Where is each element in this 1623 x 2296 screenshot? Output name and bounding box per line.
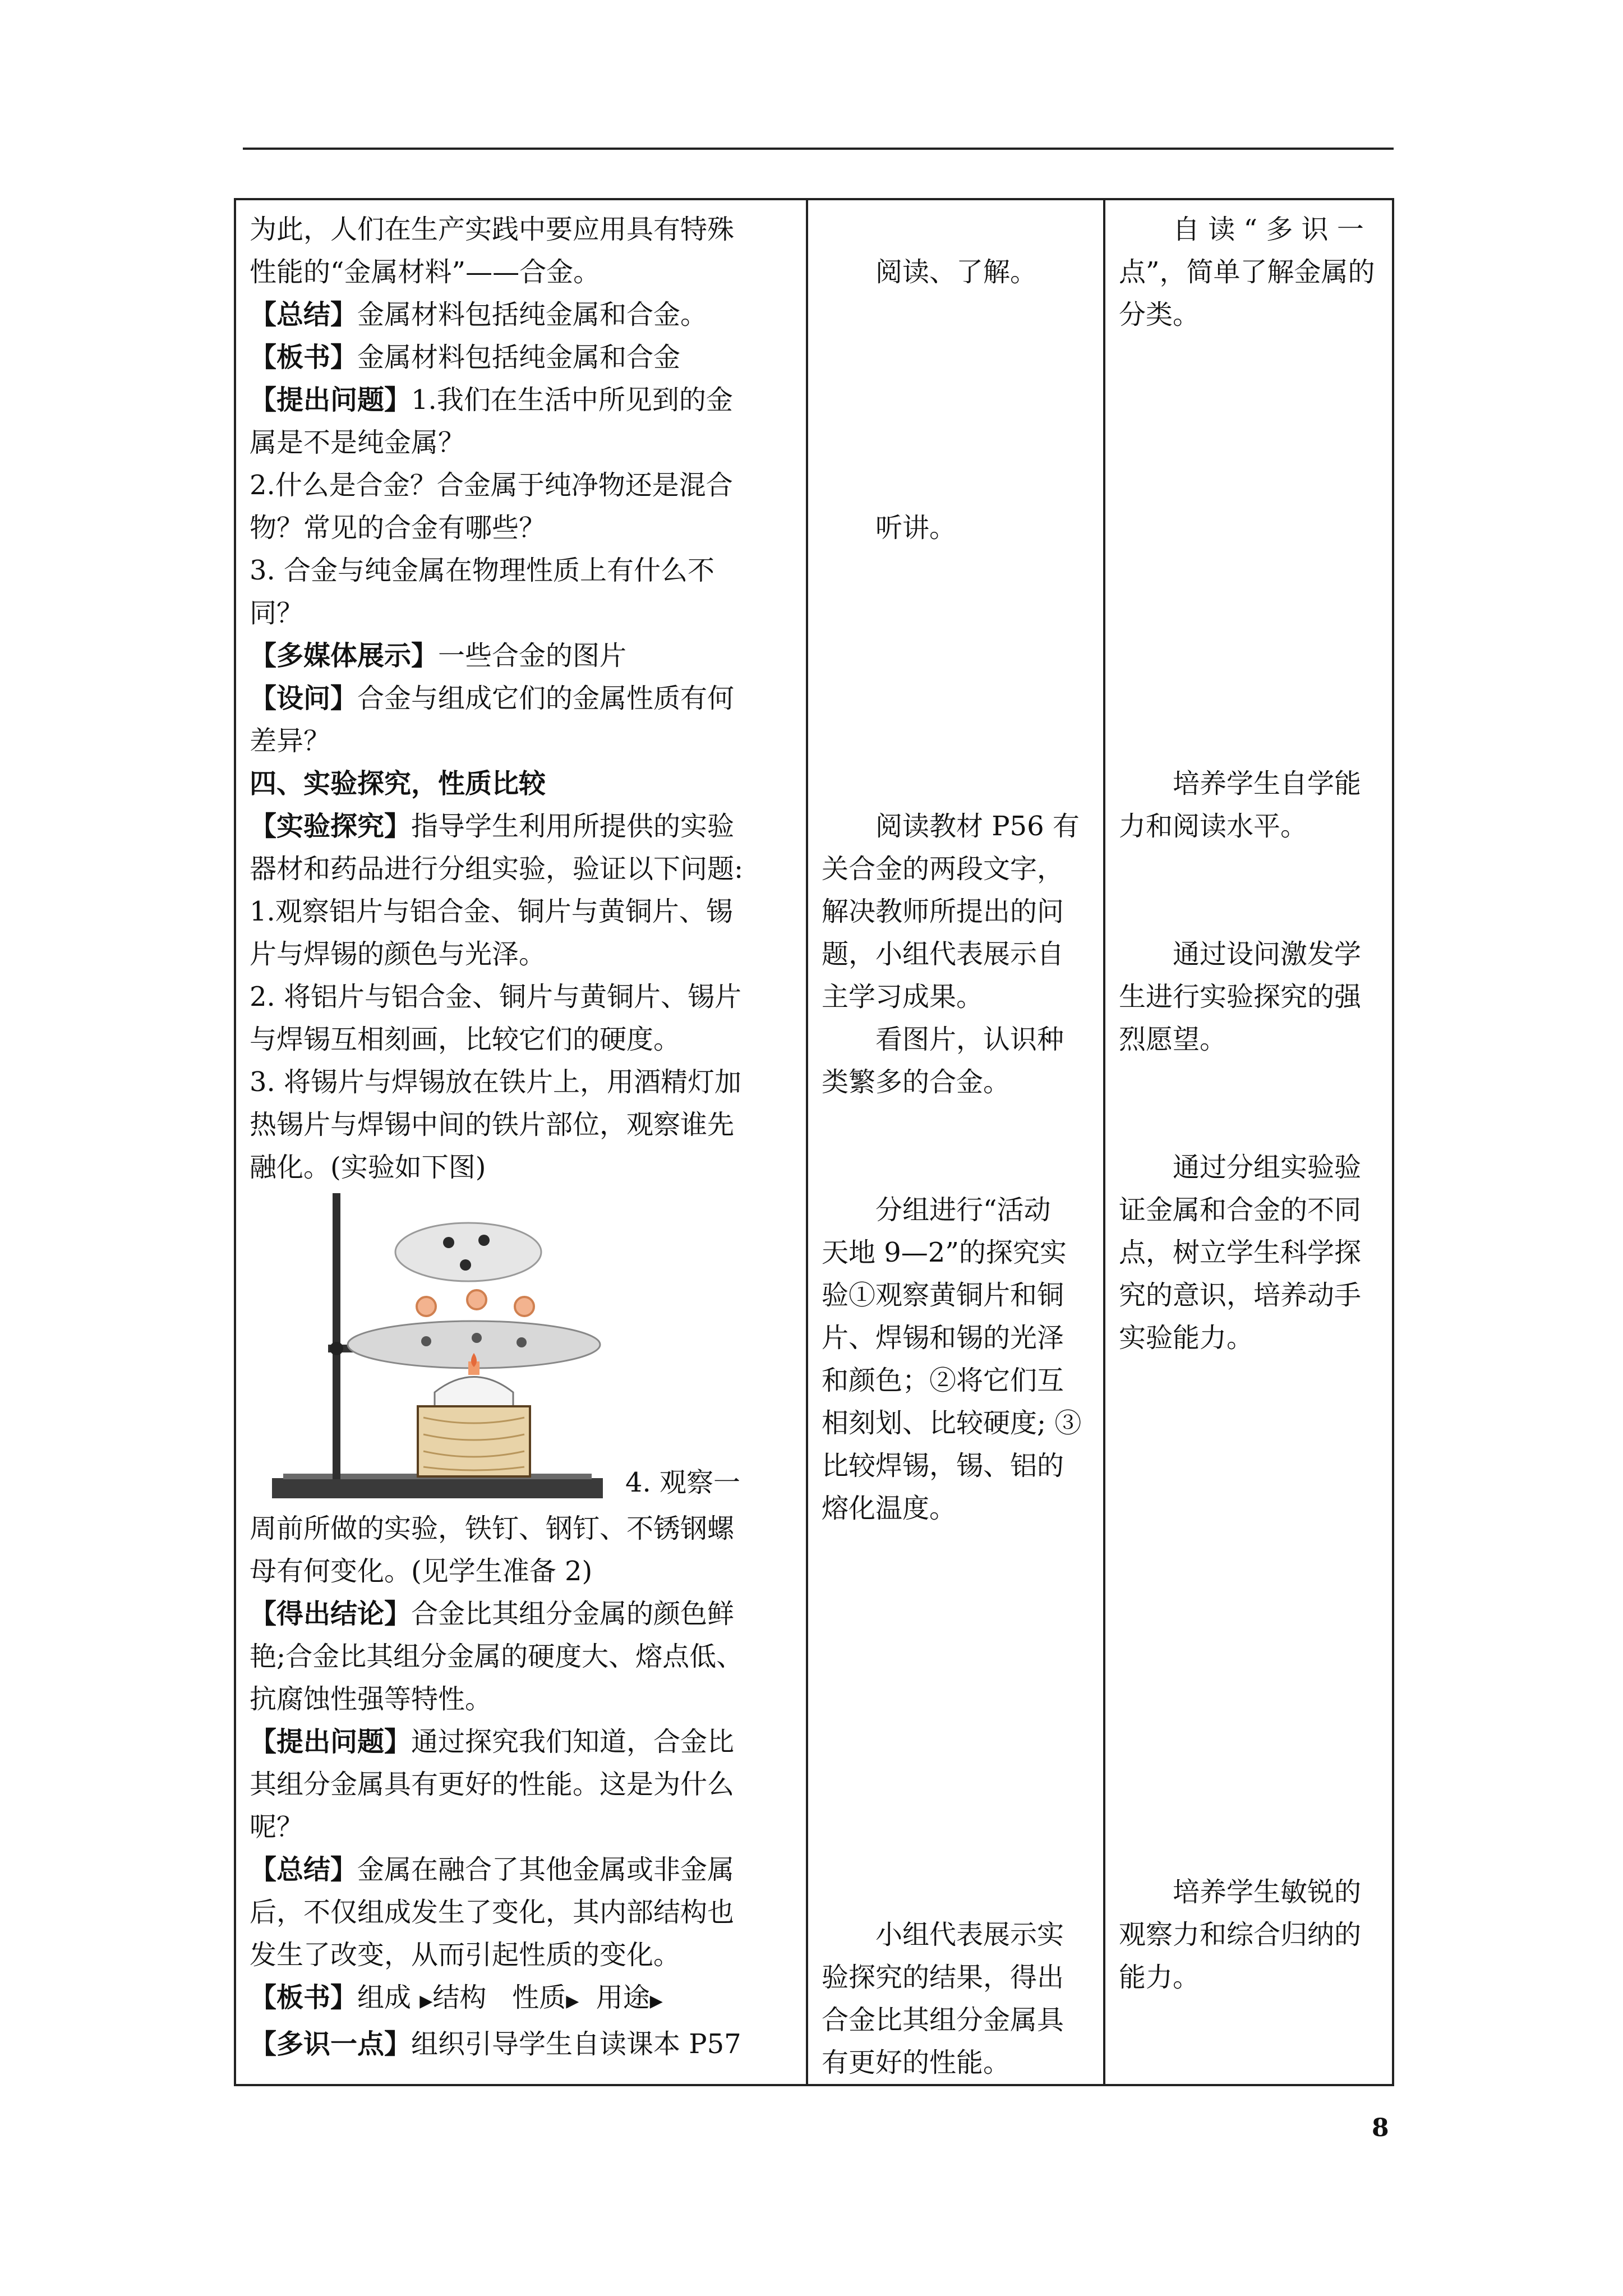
page-number: 8 bbox=[1372, 2114, 1389, 2142]
experiment-line: 【实验探究】指导学生利用所提供的实验 bbox=[250, 811, 735, 842]
text-line: 验①观察黄铜片和铜 bbox=[822, 1280, 1064, 1311]
text-line: 抗腐蚀性强等特性。 bbox=[250, 1683, 492, 1715]
experiment-figure bbox=[250, 1193, 792, 1507]
text-line: 点”，简单了解金属的 bbox=[1119, 256, 1375, 288]
text-line: 天地 9—2”的探究实 bbox=[822, 1237, 1067, 1268]
design-intent-cell bbox=[1104, 199, 1393, 2085]
text-line: 后，不仅组成发生了变化，其内部结构也 bbox=[250, 1897, 735, 1928]
text-line: 融化。(实验如下图) bbox=[250, 1152, 486, 1183]
text-line: 能力。 bbox=[1119, 1962, 1200, 1993]
text-line: 实验能力。 bbox=[1119, 1322, 1254, 1354]
text-line: 通过分组实验验 bbox=[1173, 1152, 1362, 1183]
text-line: 类繁多的合金。 bbox=[822, 1066, 1011, 1098]
header-rule bbox=[243, 148, 1394, 150]
text-line: 性能的“金属材料”——合金。 bbox=[250, 256, 601, 288]
text-line: 与焊锡互相刻画，比较它们的硬度。 bbox=[250, 1024, 681, 1055]
text-line: 属是不是纯金属？ bbox=[250, 427, 465, 458]
question-line: 【提出问题】1.我们在生活中所见到的金 bbox=[250, 384, 733, 416]
text-line: 1.观察铝片与铝合金、铜片与黄铜片、锡 bbox=[250, 896, 733, 927]
text-line: 分组进行“活动 bbox=[875, 1194, 1051, 1226]
text-line: 阅读、了解。 bbox=[875, 256, 1038, 288]
text-line: 证金属和合金的不同 bbox=[1119, 1194, 1362, 1226]
text-line: 究的意识，培养动手 bbox=[1119, 1280, 1362, 1311]
text-line: 分类。 bbox=[1119, 299, 1200, 330]
text-line: 熔化温度。 bbox=[822, 1493, 957, 1524]
lesson-plan-table bbox=[234, 198, 1394, 2086]
text-line: 热锡片与焊锡中间的铁片部位，观察谁先 bbox=[250, 1109, 735, 1140]
text-line: 物？常见的合金有哪些？ bbox=[250, 512, 546, 544]
text-line: 解决教师所提出的问 bbox=[822, 896, 1064, 927]
text-line: 点，树立学生科学探 bbox=[1119, 1237, 1362, 1268]
text-line: 艳;合金比其组分金属的硬度大、熔点低、 bbox=[250, 1641, 744, 1672]
text-line: 看图片，认识种 bbox=[875, 1024, 1064, 1055]
text-line: 阅读教材 P56 有 bbox=[875, 811, 1080, 842]
text-line: 3. 将锡片与焊锡放在铁片上，用酒精灯加 bbox=[250, 1066, 742, 1098]
text-line: 同？ bbox=[250, 597, 304, 629]
text-line: 合金比其组分金属具 bbox=[822, 2004, 1064, 2036]
board-line: 【板书】组成 ▶结构 性质▶ 用途▶ bbox=[250, 1982, 663, 2013]
text-line: 听讲。 bbox=[875, 512, 957, 544]
text-line: 自 读 “ 多 识 一 bbox=[1173, 214, 1364, 245]
text-line: 器材和药品进行分组实验，验证以下问题: bbox=[250, 853, 744, 885]
summary-line: 【总结】金属材料包括纯金属和合金。 bbox=[250, 299, 708, 330]
media-line: 【多媒体展示】一些合金的图片 bbox=[250, 640, 627, 671]
text-line: 为此，人们在生产实践中要应用具有特殊 bbox=[250, 214, 735, 245]
ask-line: 【设问】合金与组成它们的金属性质有何 bbox=[250, 683, 735, 714]
text-line: 培养学生自学能 bbox=[1173, 768, 1362, 799]
text-line: 观察力和综合归纳的 bbox=[1119, 1919, 1362, 1950]
text-line: 相刻划、比较硬度; ③ bbox=[822, 1407, 1082, 1439]
text-line: 题，小组代表展示自 bbox=[822, 938, 1064, 970]
heating-apparatus-illustration bbox=[250, 1193, 620, 1507]
text-line: 2. 将铝片与铝合金、铜片与黄铜片、锡片 bbox=[250, 981, 742, 1013]
student-activity-cell bbox=[807, 199, 1104, 2085]
text-line: 培养学生敏锐的 bbox=[1173, 1876, 1362, 1908]
text-line: 母有何变化。(见学生准备 2) bbox=[250, 1556, 593, 1587]
summary-line: 【总结】金属在融合了其他金属或非金属 bbox=[250, 1854, 735, 1885]
text-line: 2.什么是合金？合金属于纯净物还是混合 bbox=[250, 470, 733, 501]
text-line: 力和阅读水平。 bbox=[1119, 811, 1308, 842]
text-line: 片、焊锡和锡的光泽 bbox=[822, 1322, 1064, 1354]
text-line: 呢？ bbox=[250, 1811, 304, 1843]
text-line: 和颜色；②将它们互 bbox=[822, 1365, 1064, 1396]
text-line: 通过设问激发学 bbox=[1173, 938, 1362, 970]
text-line: 有更好的性能。 bbox=[822, 2047, 1011, 2078]
board-line: 【板书】金属材料包括纯金属和合金 bbox=[250, 342, 681, 373]
text-line: 烈愿望。 bbox=[1119, 1024, 1227, 1055]
text-line: 生进行实验探究的强 bbox=[1119, 981, 1362, 1013]
text-line: 4. 观察一 bbox=[625, 1467, 741, 1498]
text-line: 3. 合金与纯金属在物理性质上有什么不 bbox=[250, 555, 715, 586]
text-line: 片与焊锡的颜色与光泽。 bbox=[250, 938, 546, 970]
question-line: 【提出问题】通过探究我们知道，合金比 bbox=[250, 1726, 735, 1757]
text-line: 主学习成果。 bbox=[822, 981, 984, 1013]
section-heading: 四、实验探究，性质比较 bbox=[250, 768, 546, 799]
text-line: 小组代表展示实 bbox=[875, 1919, 1064, 1950]
text-line: 周前所做的实验，铁钉、钢钉、不锈钢螺 bbox=[250, 1513, 735, 1544]
text-line: 关合金的两段文字， bbox=[822, 853, 1064, 885]
text-line: 验探究的结果，得出 bbox=[822, 1962, 1064, 1993]
text-line: 比较焊锡，锡、铝的 bbox=[822, 1450, 1064, 1481]
teacher-activity-cell bbox=[235, 199, 807, 2085]
conclusion-line: 【得出结论】合金比其组分金属的颜色鲜 bbox=[250, 1598, 735, 1630]
more-line: 【多识一点】组织引导学生自读课本 P57 bbox=[250, 2028, 741, 2060]
text-line: 其组分金属具有更好的性能。这是为什么 bbox=[250, 1769, 735, 1800]
text-line: 发生了改变，从而引起性质的变化。 bbox=[250, 1939, 681, 1971]
text-line: 差异？ bbox=[250, 725, 331, 757]
